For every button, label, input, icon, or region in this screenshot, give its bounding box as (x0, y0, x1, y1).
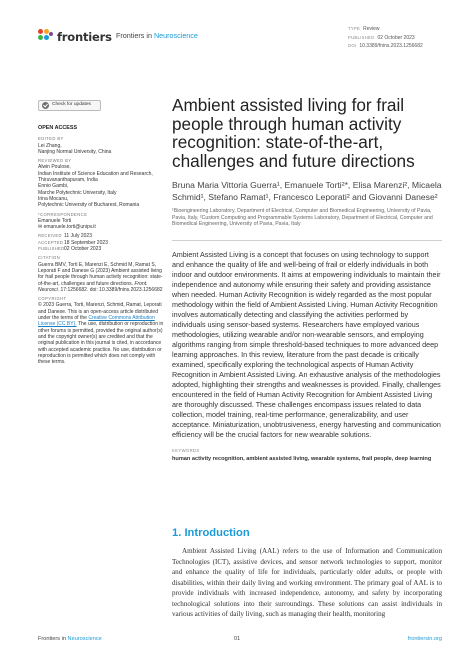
frontiers-logo-icon (38, 29, 53, 44)
correspondence: *CORRESPONDENCE Emanuele Torti ✉ emanuele.torti@unipv.it (38, 212, 164, 231)
article-title: Ambient assisted living for frail people through human activity recognition: state-of-the-art, challenges and future directions (172, 95, 415, 171)
open-access-label: OPEN ACCESS (38, 125, 78, 131)
intro-text: Ambient Assisted Living (AAL) refers to the use of Information and Communication Technologies (ICT), assistive devices, and sensor network technologies to support, monitor and enhance the quality of life for individuals, particularly older adults, or people with disabilities, within their daily living and working environment. The primary goal of AAL is to provide individuals with increased independence, autonomy, and safety by incorporating technological solutions into their surroundings. These solutions can assist individuals in various activities of daily living, such as managing their health, monitoring (172, 547, 442, 618)
article-dates: RECEIVED 11 July 2023 ACCEPTED 18 September 2023 PUBLISHED 02 October 2023 (38, 233, 108, 253)
citation: CITATION Guerra BMV, Torti E, Marenzi E, Schmid M, Ramat S, Leporati F and Danese G (2023) Ambient assisted living for frail people through human activity recognition: state-of-the-art, challenges and future directions. Front. Neurosci. 17:1256682. doi: 10.3389/fnins.2023.1256682 (38, 255, 163, 293)
footer-journal[interactable]: Frontiers in Neuroscience (38, 636, 102, 642)
copyright: COPYRIGHT © 2023 Guerra, Torti, Marenzi, Schmid, Ramat, Leporati and Danese. This is an open-access article distributed under the terms of the Creative Commons Attribution License (CC BY). The use, distribution or reproduction in other forums is permitted, provided the original author(s) and the copyright owner(s) are credited and that the original publication in this journal is cited, in accordance with accepted academic practice. No use, distribution or reproduction is permitted which does not comply with these terms. (38, 296, 164, 366)
check-icon (42, 102, 49, 109)
divider (172, 240, 442, 241)
frontiers-logo[interactable] (38, 29, 112, 44)
section-title: 1. Introduction (172, 527, 250, 539)
check-for-updates-button[interactable]: Check for updates (38, 100, 101, 111)
article-meta: TYPE Review PUBLISHED 02 October 2023 DOI 10.3389/fnins.2023.1256682 (348, 26, 423, 49)
reviewed-by: REVIEWED BY Alwin Poulose, Indian Institute of Science Education and Research, Thiruvananthapuram, India Ennio Gambi, Marche Polytechnic University, Italy Irina Mocanu, Polytechnic University of Bucharest, Romania (38, 158, 153, 209)
keywords-label: KEYWORDS (172, 447, 200, 453)
article-main (172, 96, 442, 463)
edited-by: EDITED BY Lei Zhang, Nanjing Normal University, China (38, 136, 112, 155)
keywords: human activity recognition, ambient assisted living, wearable systems, frail people, deep learning (172, 455, 432, 462)
page-header (38, 25, 438, 55)
journal-name[interactable]: Frontiers in Neuroscience (116, 31, 198, 40)
left-sidebar (38, 100, 164, 368)
doi-link[interactable]: 10.3389/fnins.2023.1256682 (359, 43, 423, 49)
page-number: 01 (234, 636, 241, 642)
correspondence-email[interactable]: ✉ emanuele.torti@unipv.it (38, 224, 96, 231)
cc-by-license-link[interactable]: Creative Commons Attribution License (CC BY). (38, 315, 155, 328)
site-link[interactable]: frontiersin.org (407, 636, 442, 642)
affiliations: ¹Bioengineering Laboratory, Department of Electrical, Computer and Biomedical Engineering, University of Pavia, Pavia, Italy, ²Custom Computing and Programmable Systems Laboratory, Department of Electrical, Computer and Biomedical Engineering, University of Pavia, Pavia, Italy (172, 208, 433, 228)
abstract: Ambient Assisted Living is a concept that focuses on using technology to support and enhance the quality of life and well-being of frail or elderly individuals in both indoor and outdoor environments. It aims at empowering individuals to maintain their independence and autonomy while ensuring their safety and providing assistance when needed. Human Activity Recognition is widely regarded as the most popular methodology within the field of Ambient Assisted Living. Human Activity Recognition involves automatically detecting and classifying the activities performed by individuals using sensor-based systems. Researchers have employed various methodologies, utilizing wearable and/or non-wearable sensors, and employing algorithms ranging from simple threshold-based techniques to more advanced deep learning approaches. In this review, literature from the past decade is critically examined, specifically exploring the technological aspects of Human Activity Recognition in Ambient Assisted Living. An exhaustive analysis of the methodologies adopted, highlighting their strengths and weaknesses is provided. Finally, challenges encountered in the field of Human Activity Recognition for Ambient Assisted Living are thoroughly discussed. These challenges encompass issues related to data collection, model training, real-time performance, generalizability, and user acceptance. Miniaturization, unobtrusiveness, energy harvesting and communication efficiency will be the crucial factors for new wearable solutions. (172, 249, 441, 439)
logo-text: frontiers (57, 29, 112, 44)
author-list: Bruna Maria Vittoria Guerra¹, Emanuele Torti²*, Elisa Marenzi², Micaela Schmid¹, Stefano Ramat¹, Francesco Leporati² and Giovanni Danese² (172, 180, 442, 202)
